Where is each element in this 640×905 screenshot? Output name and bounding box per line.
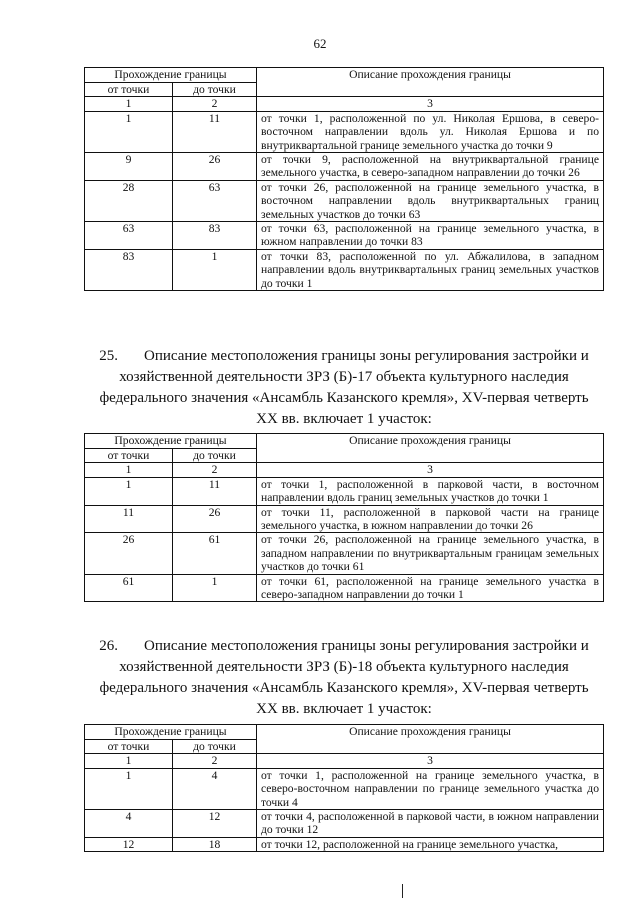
to-point: 63 [173, 180, 257, 221]
from-point: 26 [85, 533, 173, 574]
header-from: от точки [85, 83, 173, 97]
boundary-description: от точки 83, расположенной по ул. Абжалилова, в западном направлении вдоль внутриквартальных границ земельных участков до точки 1 [257, 249, 604, 290]
to-point: 26 [173, 153, 257, 181]
header-to: до точки [173, 449, 257, 463]
col-number-2: 2 [173, 97, 257, 111]
col-number-1: 1 [85, 97, 173, 111]
boundary-description: от точки 61, расположенной на границе земельного участка в северо-западном направлении до точки 1 [257, 574, 604, 602]
boundary-description: от точки 1, расположенной на границе земельного участка, в северо-восточном направлении по границе земельного участка до точки 4 [257, 768, 604, 809]
from-point: 83 [85, 249, 173, 290]
col-number-1: 1 [85, 463, 173, 477]
section-25-heading [88, 346, 600, 430]
boundary-description: от точки 9, расположенной на внутриквартальной границе земельного участка, в северо-западном направлении до точки 26 [257, 153, 604, 181]
boundary-description: от точки 1, расположенной по ул. Николая Ершова, в северо-восточном направлении вдоль ул. Николая Ершова и по внутриквартальной границе земельного участка до точки 9 [257, 111, 604, 152]
section-number: 25. [99, 348, 118, 364]
scan-artifact-line [402, 884, 403, 898]
boundary-description: от точки 4, расположенной в парковой части, в южном направлении до точки 12 [257, 810, 604, 838]
header-to: до точки [173, 83, 257, 97]
from-point: 9 [85, 153, 173, 181]
from-point: 1 [85, 768, 173, 809]
col-number-3: 3 [257, 754, 604, 768]
header-description: Описание прохождения границы [257, 434, 604, 463]
from-point: 11 [85, 505, 173, 533]
boundary-description: от точки 1, расположенной в парковой части, в восточном направлении вдоль границ земельных участков до точки 1 [257, 477, 604, 505]
to-point: 12 [173, 810, 257, 838]
from-point: 12 [85, 837, 173, 851]
boundary-table-2 [84, 433, 604, 602]
header-passage: Прохождение границы [85, 434, 257, 449]
from-point: 1 [85, 111, 173, 152]
from-point: 1 [85, 477, 173, 505]
to-point: 18 [173, 837, 257, 851]
table-row [85, 768, 604, 809]
col-number-2: 2 [173, 463, 257, 477]
header-from: от точки [85, 449, 173, 463]
to-point: 83 [173, 222, 257, 250]
table-row [85, 222, 604, 250]
table-row [85, 837, 604, 851]
from-point: 28 [85, 180, 173, 221]
header-passage: Прохождение границы [85, 68, 257, 83]
table-row [85, 111, 604, 152]
header-description: Описание прохождения границы [257, 725, 604, 754]
section-text-line1: Описание местоположения границы зоны регулирования застройки и [143, 348, 589, 364]
boundary-description: от точки 26, расположенной на границе земельного участка, в западном направлении по внутриквартальным границам земельных участков до точки 61 [257, 533, 604, 574]
to-point: 1 [173, 574, 257, 602]
boundary-description: от точки 63, расположенной на границе земельного участка, в южном направлении до точки 83 [257, 222, 604, 250]
to-point: 11 [173, 477, 257, 505]
from-point: 61 [85, 574, 173, 602]
table-row [85, 810, 604, 838]
table-row [85, 505, 604, 533]
boundary-description: от точки 12, расположенной на границе земельного участка, [257, 837, 604, 851]
section-text-line1: Описание местоположения границы зоны регулирования застройки и [143, 638, 589, 654]
to-point: 4 [173, 768, 257, 809]
section-text-rest: хозяйственной деятельности ЗРЗ (Б)-18 объекта культурного наследия федерального значения «Ансамбль Казанского кремля», XV-первая четверть XX вв. включает 1 участок: [99, 659, 589, 717]
header-passage: Прохождение границы [85, 725, 257, 740]
header-to: до точки [173, 740, 257, 754]
table-row [85, 153, 604, 181]
table-row [85, 477, 604, 505]
table-row [85, 533, 604, 574]
page-number: 62 [313, 36, 327, 51]
boundary-description: от точки 26, расположенной на границе земельного участка, в восточном направлении вдоль внутриквартальных границ земельных участков до точки 63 [257, 180, 604, 221]
boundary-table-1 [84, 67, 604, 291]
col-number-3: 3 [257, 463, 604, 477]
col-number-2: 2 [173, 754, 257, 768]
section-text-rest: хозяйственной деятельности ЗРЗ (Б)-17 объекта культурного наследия федерального значения «Ансамбль Казанского кремля», XV-первая четверть XX вв. включает 1 участок: [99, 369, 589, 427]
boundary-description: от точки 11, расположенной в парковой части на границе земельного участка, в южном направлении до точки 26 [257, 505, 604, 533]
col-number-1: 1 [85, 754, 173, 768]
col-number-3: 3 [257, 97, 604, 111]
table-row [85, 180, 604, 221]
boundary-table-3 [84, 724, 604, 852]
to-point: 26 [173, 505, 257, 533]
table-row [85, 249, 604, 290]
to-point: 11 [173, 111, 257, 152]
header-description: Описание прохождения границы [257, 68, 604, 97]
from-point: 63 [85, 222, 173, 250]
to-point: 61 [173, 533, 257, 574]
from-point: 4 [85, 810, 173, 838]
to-point: 1 [173, 249, 257, 290]
section-number: 26. [99, 638, 118, 654]
section-26-heading [88, 636, 600, 720]
table-row [85, 574, 604, 602]
header-from: от точки [85, 740, 173, 754]
